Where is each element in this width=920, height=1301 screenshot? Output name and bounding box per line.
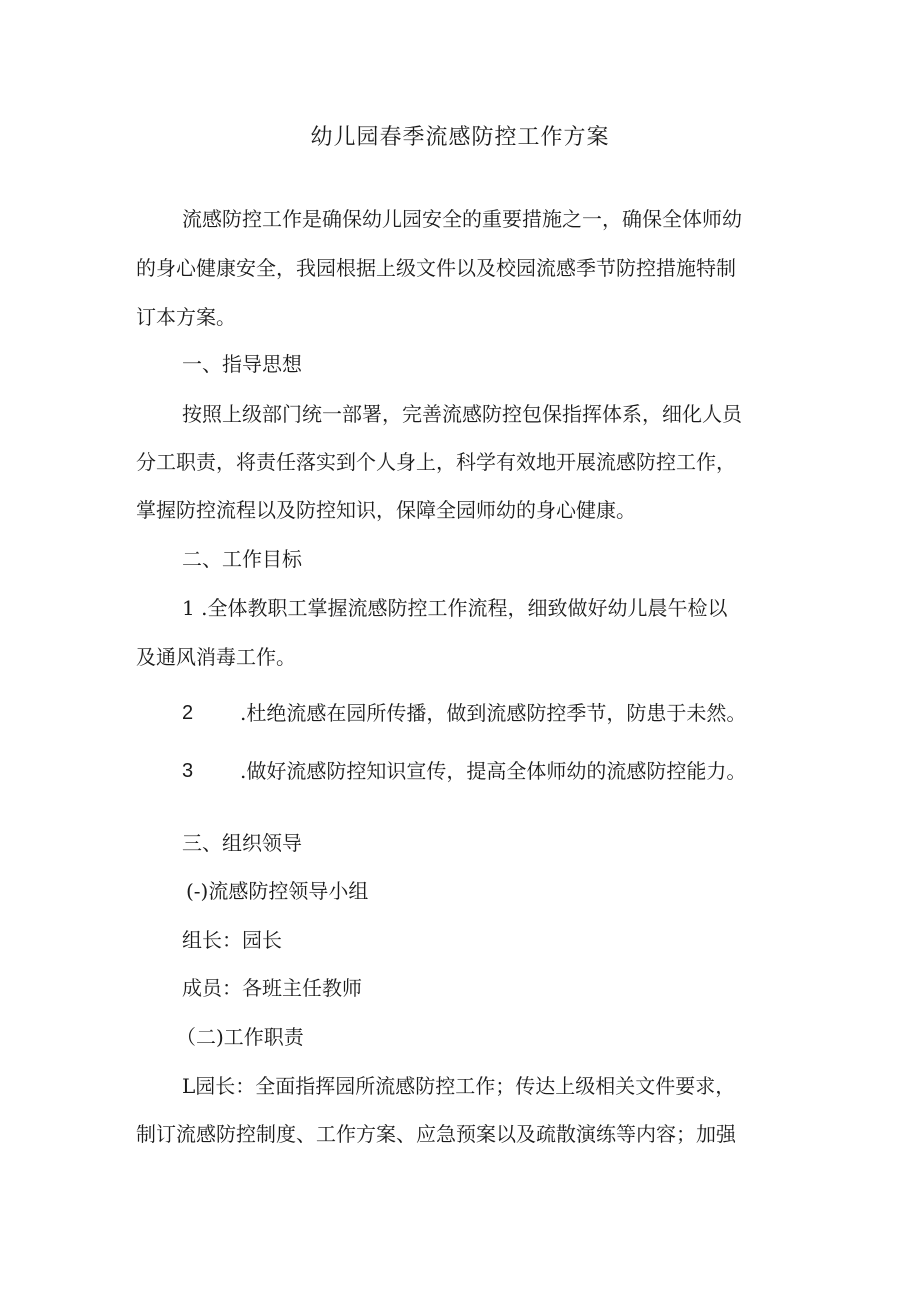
goal-item-2-text: .杜绝流感在园所传播，做到流感防控季节，防患于未然。 [240, 701, 747, 725]
duty-line-1: L园长：全面指挥园所流感防控工作；传达上级相关文件要求， [182, 1074, 736, 1098]
intro-line-2: 的身心健康安全，我园根据上级文件以及校园流感季节防控措施特制 [136, 256, 736, 280]
document-title: 幼儿园春季流感防控工作方案 [310, 125, 610, 150]
goal-item-3-number: 3 [182, 760, 194, 782]
section-heading-organization: 三、组织领导 [182, 831, 302, 855]
intro-line-1: 流感防控工作是确保幼儿园安全的重要措施之一，确保全体师幼 [182, 207, 742, 231]
section1-line-3: 掌握防控流程以及防控知识，保障全园师幼的身心健康。 [136, 498, 636, 522]
section-heading-work-goals: 二、工作目标 [182, 547, 302, 571]
goal-item-3-text: .做好流感防控知识宣传，提高全体师幼的流感防控能力。 [240, 759, 747, 783]
section1-line-1: 按照上级部门统一部署，完善流感防控包保指挥体系，细化人员 [182, 402, 742, 426]
section-heading-guiding-ideology: 一、指导思想 [182, 352, 302, 376]
section1-line-2: 分工职责，将责任落实到个人身上，科学有效地开展流感防控工作， [136, 450, 736, 474]
subsection-leading-group: (-)流感防控领导小组 [186, 879, 369, 903]
goal-item-1-line-1: 1 .全体教职工掌握流感防控工作流程，细致做好幼儿晨午检以 [182, 596, 728, 620]
duty-line-2: 制订流感防控制度、工作方案、应急预案以及疏散演练等内容；加强 [136, 1122, 736, 1146]
goal-item-1-line-2: 及通风消毒工作。 [136, 645, 296, 669]
goal-item-2-number: 2 [182, 702, 194, 724]
subsection-responsibilities: （二)工作职责 [176, 1025, 304, 1049]
intro-line-3: 订本方案。 [136, 305, 236, 329]
group-members: 成员：各班主任教师 [182, 976, 362, 1000]
group-leader: 组长：园长 [182, 928, 282, 952]
goal-item-3 [182, 756, 746, 786]
goal-item-2 [182, 698, 746, 728]
